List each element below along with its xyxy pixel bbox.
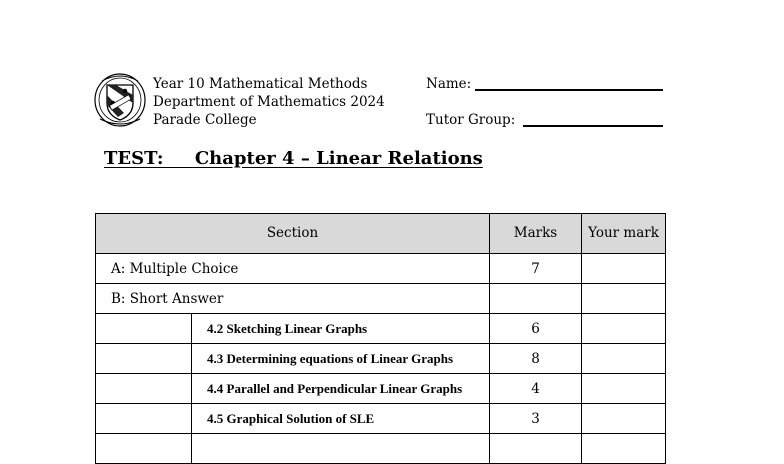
course-title: Year 10 Mathematical Methods (153, 76, 368, 92)
table-row (96, 284, 666, 314)
subsection-label: 4.2 Sketching Linear Graphs (192, 314, 490, 344)
subsection-label: 4.5 Graphical Solution of SLE (192, 404, 490, 434)
table-row (96, 404, 666, 434)
subsection-label (192, 434, 490, 464)
tutor-group-field[interactable] (523, 125, 663, 127)
your-mark-field[interactable] (582, 404, 666, 434)
tutor-group-label: Tutor Group: (426, 112, 516, 128)
department-line: Department of Mathematics 2024 (153, 94, 385, 110)
table-header-row (96, 214, 666, 254)
indent-cell (96, 374, 192, 404)
your-mark-field[interactable] (582, 284, 666, 314)
marks-header: Marks (490, 214, 582, 254)
your-mark-field[interactable] (582, 344, 666, 374)
table-row (96, 374, 666, 404)
name-label: Name: (426, 76, 472, 92)
indent-cell (96, 434, 192, 464)
indent-cell (96, 404, 192, 434)
table-row (96, 344, 666, 374)
your-mark-header: Your mark (582, 214, 666, 254)
table-row (96, 314, 666, 344)
marks-value: 6 (490, 314, 582, 344)
table-row (96, 254, 666, 284)
marks-value: 3 (490, 404, 582, 434)
your-mark-field[interactable] (582, 374, 666, 404)
marks-value (490, 434, 582, 464)
marks-value: 8 (490, 344, 582, 374)
your-mark-field[interactable] (582, 314, 666, 344)
marks-value: 7 (490, 254, 582, 284)
table-row (96, 434, 666, 464)
college-crest-logo (94, 73, 146, 127)
indent-cell (96, 344, 192, 374)
marks-value: 4 (490, 374, 582, 404)
your-mark-field[interactable] (582, 434, 666, 464)
subsection-label: 4.3 Determining equations of Linear Graphs (192, 344, 490, 374)
subsection-label: 4.4 Parallel and Perpendicular Linear Graphs (192, 374, 490, 404)
marks-table (95, 213, 666, 464)
section-header: Section (96, 214, 490, 254)
college-name: Parade College (153, 112, 257, 128)
marks-value (490, 284, 582, 314)
section-label: B: Short Answer (96, 284, 490, 314)
test-title: TEST: Chapter 4 – Linear Relations (104, 148, 483, 169)
section-label: A: Multiple Choice (96, 254, 490, 284)
indent-cell (96, 314, 192, 344)
name-field[interactable] (475, 89, 663, 91)
your-mark-field[interactable] (582, 254, 666, 284)
